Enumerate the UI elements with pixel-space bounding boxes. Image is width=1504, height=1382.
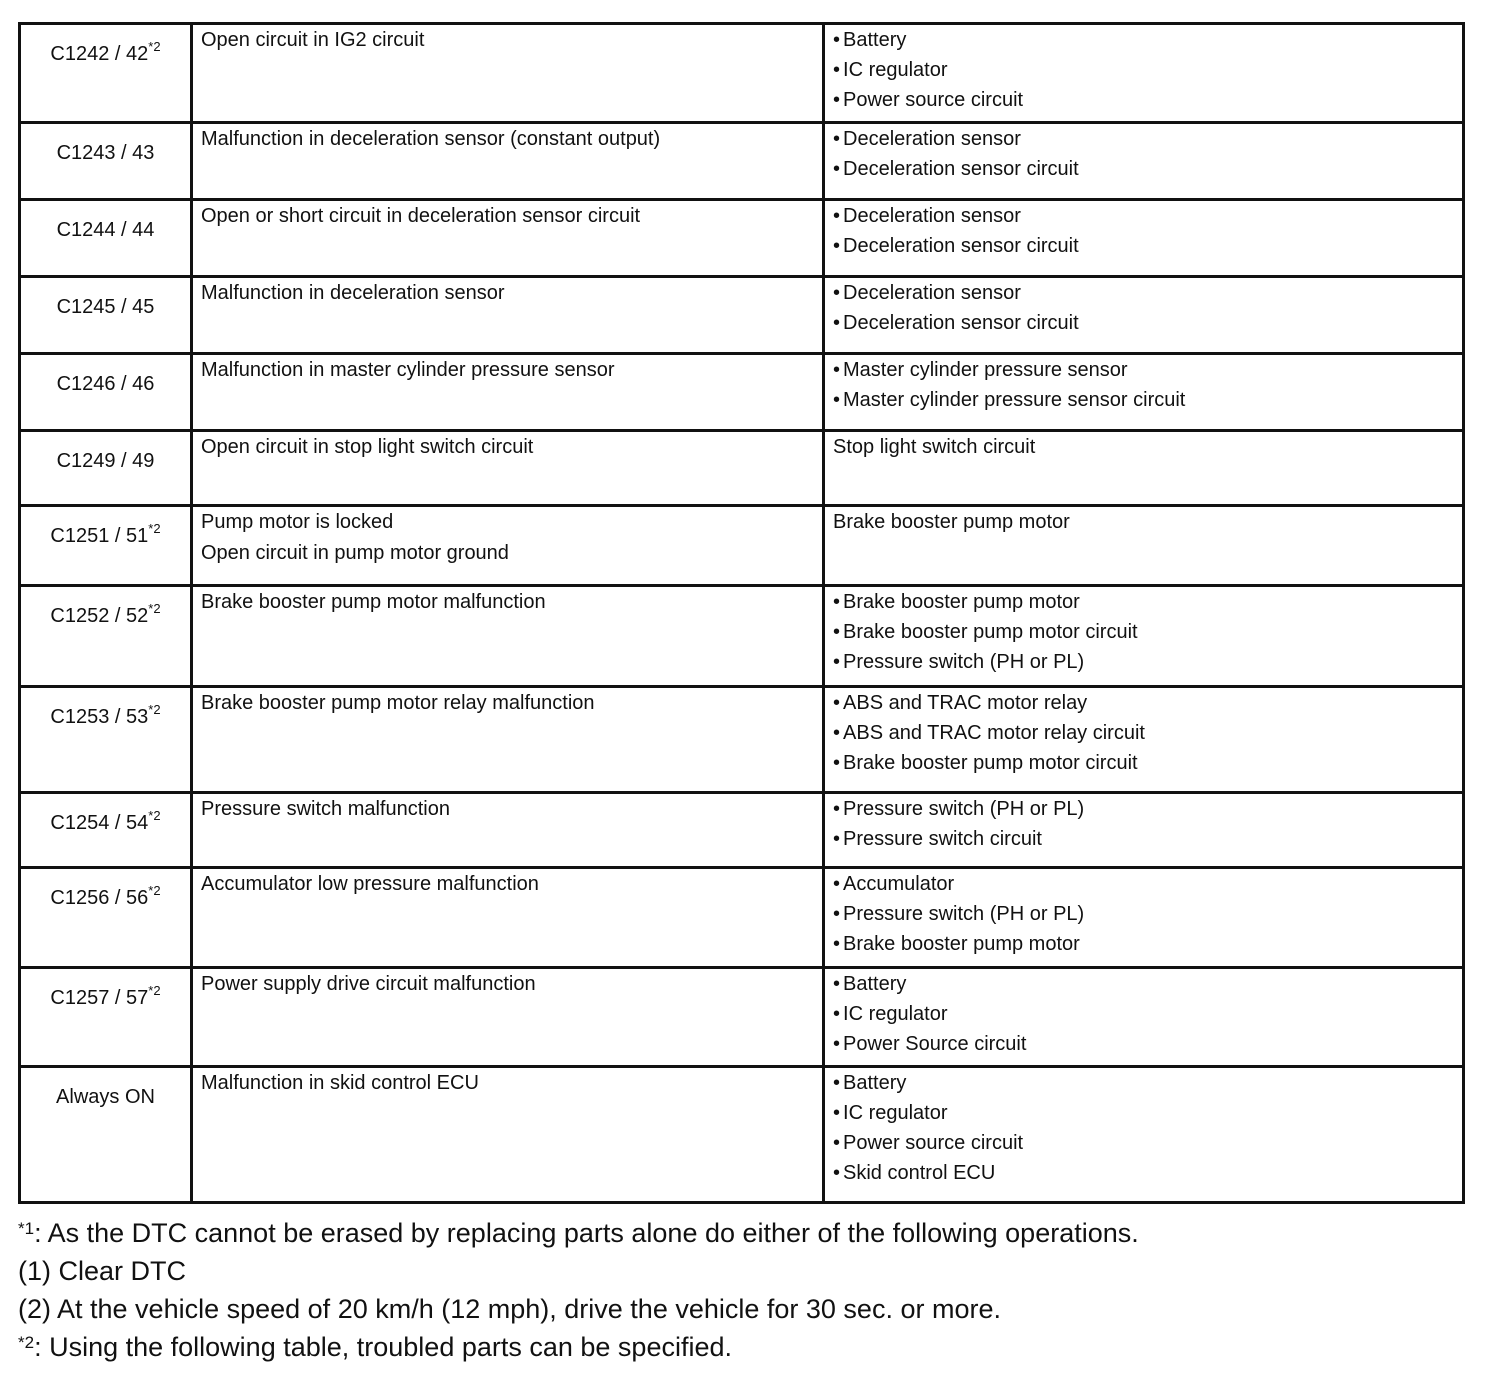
- footnote-1-step-1: (1) Clear DTC: [18, 1256, 187, 1286]
- dtc-code: C1256 / 56: [50, 887, 149, 909]
- dtc-code: C1244 / 44: [56, 219, 155, 241]
- trouble-area-item: • Master cylinder pressure sensor circuit: [833, 385, 1462, 415]
- table-row: [20, 506, 1464, 586]
- trouble-area-item: • Deceleration sensor circuit: [833, 231, 1462, 261]
- dtc-description-cell: [192, 793, 824, 868]
- dtc-code: C1254 / 54: [50, 812, 149, 834]
- trouble-area-item: • Battery: [833, 25, 1462, 55]
- trouble-area-item: Stop light switch circuit: [833, 436, 1036, 458]
- dtc-code-cell: [20, 200, 192, 277]
- dtc-code: C1252 / 52: [50, 605, 149, 627]
- dtc-code-cell: [20, 24, 192, 123]
- footnote-1-text: : As the DTC cannot be erased by replacing parts alone do either of the following operations.: [34, 1218, 1139, 1248]
- dtc-description-cell: [192, 123, 824, 200]
- trouble-area-cell: [824, 277, 1464, 354]
- trouble-area-item: • Accumulator: [833, 869, 1462, 899]
- dtc-code-cell: [20, 123, 192, 200]
- dtc-code: C1242 / 42: [50, 43, 149, 65]
- table-row: [20, 868, 1464, 968]
- dtc-description-cell: [192, 968, 824, 1067]
- footnote-2-mark: *2: [18, 1333, 35, 1352]
- dtc-code: C1251 / 51: [50, 525, 149, 547]
- trouble-area-item: • Deceleration sensor circuit: [833, 154, 1462, 184]
- trouble-area-item: • Deceleration sensor: [833, 201, 1462, 231]
- dtc-description: Open circuit in IG2 circuit: [201, 29, 425, 51]
- trouble-area-item: • Skid control ECU: [833, 1158, 1462, 1188]
- trouble-area-item: • Deceleration sensor circuit: [833, 308, 1462, 338]
- dtc-description: Pressure switch malfunction: [201, 798, 450, 820]
- trouble-area-item: • Power Source circuit: [833, 1029, 1462, 1059]
- trouble-area-item: • IC regulator: [833, 55, 1462, 85]
- trouble-area-cell: [824, 506, 1464, 586]
- dtc-description-cell: [192, 277, 824, 354]
- trouble-area-item: • Pressure switch (PH or PL): [833, 647, 1462, 677]
- trouble-area-item: • Battery: [833, 1068, 1462, 1098]
- table-row: [20, 277, 1464, 354]
- table-row: [20, 968, 1464, 1067]
- dtc-footnote-mark: *2: [148, 883, 161, 898]
- trouble-area-item: • ABS and TRAC motor relay: [833, 688, 1462, 718]
- dtc-code-cell: [20, 431, 192, 506]
- dtc-description: Brake booster pump motor relay malfunction: [201, 692, 595, 714]
- trouble-area-cell: [824, 1067, 1464, 1203]
- dtc-footnote-mark: *2: [148, 521, 161, 536]
- dtc-code-cell: [20, 793, 192, 868]
- dtc-footnote-mark: *2: [148, 808, 161, 823]
- table-row: [20, 354, 1464, 431]
- trouble-area-cell: [824, 868, 1464, 968]
- trouble-area-item: • Brake booster pump motor circuit: [833, 748, 1462, 778]
- dtc-code-cell: [20, 506, 192, 586]
- trouble-area-cell: [824, 200, 1464, 277]
- footnote-1-step-2: (2) At the vehicle speed of 20 km/h (12 mph), drive the vehicle for 30 sec. or more.: [18, 1294, 1001, 1324]
- dtc-code: C1249 / 49: [56, 450, 155, 472]
- trouble-area-item: • ABS and TRAC motor relay circuit: [833, 718, 1462, 748]
- dtc-description-cell: [192, 506, 824, 586]
- trouble-area-item: • Pressure switch circuit: [833, 824, 1462, 854]
- dtc-footnote-mark: *2: [148, 702, 161, 717]
- table-row: [20, 200, 1464, 277]
- dtc-description-cell: [192, 24, 824, 123]
- dtc-description-cell: [192, 687, 824, 793]
- trouble-area-cell: [824, 123, 1464, 200]
- dtc-description: Pump motor is locked: [201, 511, 394, 533]
- trouble-area-cell: [824, 687, 1464, 793]
- trouble-area-item: • Brake booster pump motor circuit: [833, 617, 1462, 647]
- dtc-description: Power supply drive circuit malfunction: [201, 973, 536, 995]
- dtc-description: Open circuit in pump motor ground: [201, 542, 509, 564]
- trouble-area-cell: [824, 24, 1464, 123]
- dtc-code-cell: [20, 1067, 192, 1203]
- dtc-code-cell: [20, 868, 192, 968]
- trouble-area-cell: [824, 586, 1464, 687]
- dtc-code: C1245 / 45: [56, 296, 155, 318]
- dtc-footnote-mark: *2: [148, 983, 161, 998]
- dtc-code: C1246 / 46: [56, 373, 155, 395]
- trouble-area-item: • Power source circuit: [833, 85, 1462, 115]
- table-row: [20, 123, 1464, 200]
- trouble-area-cell: [824, 431, 1464, 506]
- trouble-area-item: • Deceleration sensor: [833, 278, 1462, 308]
- dtc-description-cell: [192, 431, 824, 506]
- dtc-description: Malfunction in deceleration sensor: [201, 282, 505, 304]
- table-row: [20, 586, 1464, 687]
- table-row: [20, 1067, 1464, 1203]
- dtc-code-cell: [20, 277, 192, 354]
- dtc-description: Malfunction in master cylinder pressure sensor: [201, 359, 615, 381]
- trouble-area-item: • IC regulator: [833, 999, 1462, 1029]
- dtc-code: C1253 / 53: [50, 706, 149, 728]
- trouble-area-cell: [824, 354, 1464, 431]
- dtc-description-cell: [192, 1067, 824, 1203]
- dtc-table-body: [20, 24, 1464, 1203]
- table-row: [20, 687, 1464, 793]
- trouble-area-item: Brake booster pump motor: [833, 511, 1070, 533]
- table-row: [20, 793, 1464, 868]
- trouble-area-item: • Power source circuit: [833, 1128, 1462, 1158]
- dtc-description-cell: [192, 868, 824, 968]
- footnote-2: [18, 1328, 1478, 1366]
- trouble-area-item: • Pressure switch (PH or PL): [833, 899, 1462, 929]
- dtc-footnote-mark: *2: [148, 601, 161, 616]
- dtc-code: C1243 / 43: [56, 142, 155, 164]
- trouble-area-cell: [824, 793, 1464, 868]
- footnote-1-mark: *1: [18, 1219, 35, 1238]
- dtc-description: Open circuit in stop light switch circuit: [201, 436, 534, 458]
- footnote-1: [18, 1214, 1478, 1252]
- trouble-area-item: • IC regulator: [833, 1098, 1462, 1128]
- dtc-code-cell: [20, 354, 192, 431]
- dtc-description: Malfunction in skid control ECU: [201, 1072, 479, 1094]
- trouble-area-item: • Pressure switch (PH or PL): [833, 794, 1462, 824]
- dtc-code-cell: [20, 687, 192, 793]
- trouble-area-item: • Brake booster pump motor: [833, 587, 1462, 617]
- footnotes: [18, 1214, 1478, 1366]
- table-row: [20, 431, 1464, 506]
- dtc-description-cell: [192, 354, 824, 431]
- dtc-description: Brake booster pump motor malfunction: [201, 591, 546, 613]
- dtc-footnote-mark: *2: [148, 39, 161, 54]
- trouble-area-item: • Brake booster pump motor: [833, 929, 1462, 959]
- trouble-area-item: • Battery: [833, 969, 1462, 999]
- dtc-description: Open or short circuit in deceleration sensor circuit: [201, 205, 641, 227]
- dtc-table: [18, 22, 1465, 1204]
- dtc-description: Accumulator low pressure malfunction: [201, 873, 539, 895]
- trouble-area-item: • Master cylinder pressure sensor: [833, 355, 1462, 385]
- dtc-description-cell: [192, 200, 824, 277]
- trouble-area-cell: [824, 968, 1464, 1067]
- dtc-code: Always ON: [56, 1086, 155, 1108]
- footnote-2-text: : Using the following table, troubled parts can be specified.: [34, 1332, 732, 1362]
- dtc-description-cell: [192, 586, 824, 687]
- trouble-area-item: • Deceleration sensor: [833, 124, 1462, 154]
- dtc-code-cell: [20, 968, 192, 1067]
- dtc-code: C1257 / 57: [50, 987, 149, 1009]
- dtc-description: Malfunction in deceleration sensor (constant output): [201, 128, 661, 150]
- table-row: [20, 24, 1464, 123]
- dtc-code-cell: [20, 586, 192, 687]
